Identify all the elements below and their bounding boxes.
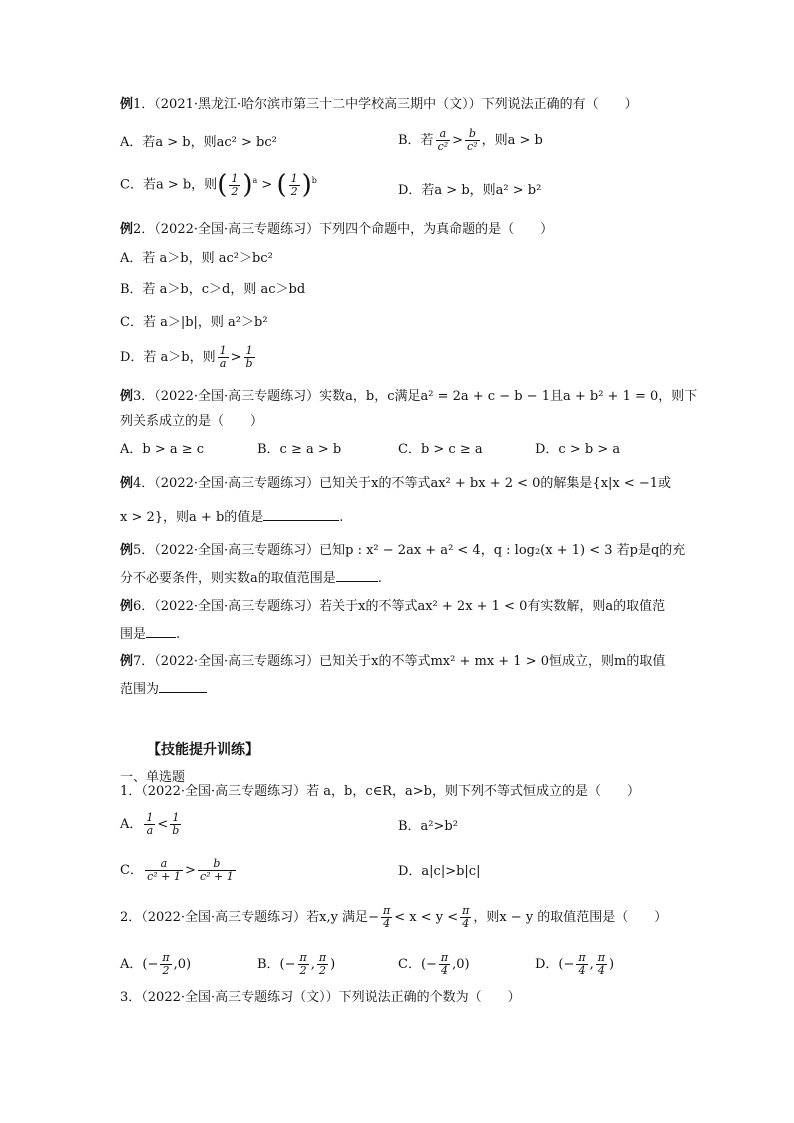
fraction: $\frac{a}{\text{c²}}$ (437, 127, 449, 153)
example-3-option-c: C．b > c ≥ a (398, 442, 483, 457)
example-4-stem: 例4．（2022·全国·高三专题练习）已知关于x的不等式ax² + bx + 2 < 0的解集是{x|x < −1或 (120, 476, 672, 491)
example-5-stem-cont: 分不必要条件，则实数a的取值范围是 . (120, 571, 382, 586)
fraction: $\frac{\pi}{4}$ (597, 951, 605, 977)
question-2-option-b: B．(− $\frac{\pi}{2}$ , $\frac{\pi}{2}$ ) (257, 951, 336, 977)
section-heading: 【技能提升训练】 (147, 742, 259, 758)
example-3-option-d: D．c > b > a (535, 442, 621, 457)
example-7-stem: 例7．（2022·全国·高三专题练习）已知关于x的不等式mx² + mx + 1 > 0恒成立，则m的取值 (120, 654, 666, 669)
answer-blank[interactable] (263, 508, 339, 521)
question-1-option-a: A． $\frac{1}{a}$ < $\frac{1}{b}$ (120, 811, 180, 837)
example-3-stem: 例3．（2022·全国·高三专题练习）实数a，b，c满足a² = 2a + c − b − 1且a + b² + 1 = 0，则下 (120, 389, 698, 404)
example-1-option-b: B．若 $\frac{a}{\text{c²}}$ > $\frac{b}{\text{c²}}$ ，则a > b (398, 127, 543, 153)
example-3-option-b: B．c ≥ a > b (257, 442, 342, 457)
fraction: $\frac{\pi}{2}$ (318, 951, 327, 977)
fraction: $\frac{\pi}{4}$ (578, 951, 586, 977)
example-6-stem-cont: 围是 . (120, 627, 181, 642)
question-1-stem: 1．（2022·全国·高三专题练习）若 a，b，c∈R，a>b，则下列不等式恒成立的是（ ） (120, 784, 640, 799)
question-2-option-c: C．(− $\frac{\pi}{4}$ ,0) (398, 951, 470, 977)
subsection-heading: 一、单选题 (120, 770, 186, 785)
question-2-option-a: A．(− $\frac{\pi}{2}$ ,0) (120, 951, 192, 977)
fraction: $\frac{\pi}{4}$ (382, 904, 391, 930)
fraction: $\frac{\pi}{4}$ (440, 951, 449, 977)
example-2-stem: 例2．（2022·全国·高三专题练习）下列四个命题中，为真命题的是（ ） (120, 222, 554, 237)
example-2-option-c: C．若 a＞|b|，则 a²＞b² (120, 315, 268, 330)
example-1-stem: 例1．（2021·黑龙江·哈尔滨市第三十二中学校高三期中（文））下列说法正确的有（ ） (120, 97, 638, 112)
question-1-option-b: B．a²>b² (398, 819, 458, 834)
fraction: $\frac{\pi}{2}$ (162, 951, 170, 977)
question-2-option-d: D．(− $\frac{\pi}{4}$ , $\frac{\pi}{4}$ ) (535, 951, 615, 977)
question-3-stem: 3．（2022·全国·高三专题练习（文））下列说法正确的个数为（ ） (120, 990, 521, 1005)
example-5-stem: 例5．（2022·全国·高三专题练习）已知p : x² − 2ax + a² < 4，q : log₂(x + 1) < 3 若p是q的充 (120, 543, 686, 558)
fraction: $\frac{b}{\text{c² + 1}}$ (198, 858, 236, 883)
example-1-option-c: C．若a > b，则( $\frac{1}{2}$ )$^a$ > ( $\frac{1}{2}$ )$^b$ (120, 170, 317, 200)
example-1-option-d: D．若a > b，则a² > b² (398, 183, 542, 198)
example-2-option-d: D．若 a＞b，则 $\frac{1}{a}$ > $\frac{1}{b}$ (120, 344, 253, 370)
fraction: $\frac{\pi}{2}$ (299, 951, 307, 977)
answer-blank[interactable] (146, 625, 176, 638)
question-1-option-c: C． $\frac{a}{\text{c² + 1}}$ > $\frac{b}{\text{c² + 1}}$ (120, 858, 238, 883)
fraction: $\frac{1}{a}$ (219, 344, 227, 370)
fraction: $\frac{1}{b}$ (245, 344, 253, 370)
example-7-stem-cont: 范围为 (120, 680, 207, 698)
answer-blank[interactable] (159, 680, 207, 693)
example-4-stem-cont: x > 2}，则a + b的值是 . (120, 510, 344, 525)
fraction: $\frac{b}{\text{c²}}$ (467, 127, 478, 153)
example-3-option-a: A．b > a ≥ c (120, 442, 205, 457)
example-6-stem: 例6．（2022·全国·高三专题练习）若关于x的不等式ax² + 2x + 1 < 0有实数解，则a的取值范 (120, 599, 666, 614)
fraction: $\frac{1}{a}$ (146, 811, 154, 837)
answer-blank[interactable] (336, 569, 378, 582)
question-1-option-d: D．a|c|>b|c| (398, 864, 481, 879)
fraction: $\frac{1}{b}$ (172, 811, 180, 837)
fraction: $\frac{a}{\text{c² + 1}}$ (145, 858, 183, 883)
fraction: $\frac{\pi}{4}$ (462, 904, 470, 930)
example-1-option-a: A．若a > b，则ac² > bc² (120, 135, 277, 150)
example-2-option-b: B．若 a＞b，c＞d，则 ac＞bd (120, 282, 306, 297)
fraction: $\frac{1}{2}$ (231, 171, 239, 198)
example-2-option-a: A．若 a＞b，则 ac²＞bc² (120, 251, 273, 266)
fraction: $\frac{1}{2}$ (290, 171, 298, 198)
example-3-stem-cont: 列关系成立的是（ ） (120, 414, 264, 429)
question-2-stem: 2．（2022·全国·高三专题练习）若x,y 满足− $\frac{\pi}{4}$ < x < y < $\frac{\pi}{4}$ ，则x − y 的取值范围是（ ） (120, 904, 668, 930)
